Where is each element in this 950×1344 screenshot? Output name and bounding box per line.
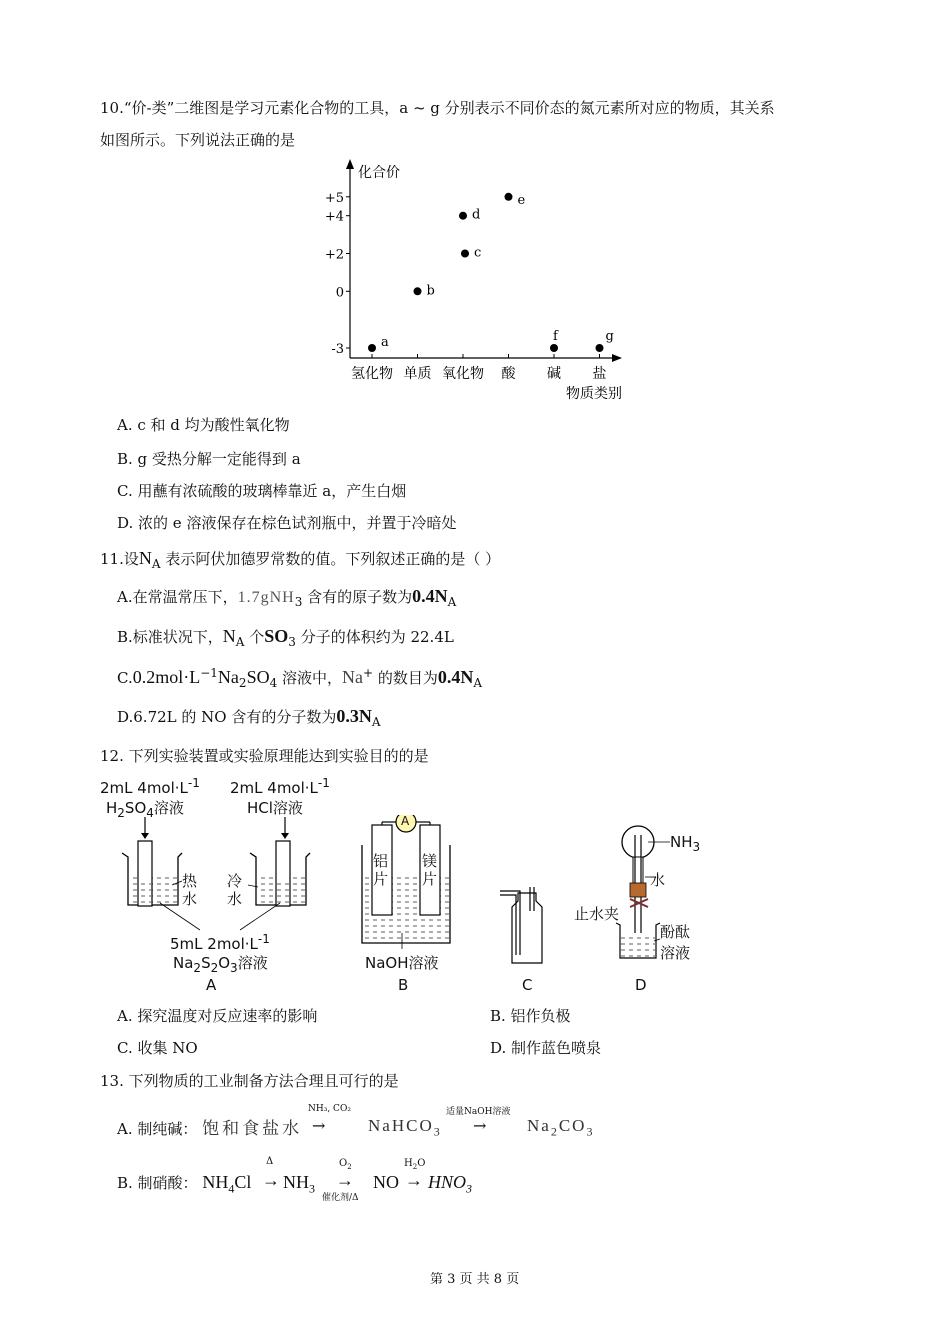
q13-b-arrow1: →: [262, 1170, 280, 1190]
q13-a-arrow2: →: [473, 1116, 487, 1135]
q13-option-a[interactable]: A. 制纯碱： 饱和食盐水: [117, 1119, 303, 1138]
point-f: [550, 344, 558, 352]
hno3: $HNO_3$: [428, 1172, 473, 1196]
point-c: [461, 250, 469, 258]
label-nh3: $NH_3$: [670, 833, 701, 854]
point-label-f: f: [553, 329, 558, 344]
q13-a-condition2: 适量NaOH溶液: [446, 1107, 511, 1117]
q10-stem-line2: 如图所示。下列说法正确的是: [100, 131, 296, 149]
apparatus-label-d: D: [635, 976, 647, 994]
q13-b-condition3-top: $H_2O$: [404, 1158, 426, 1171]
point-label-e: e: [517, 192, 526, 208]
point-label-a: a: [381, 335, 389, 350]
label-mg-electrode: 镁片: [422, 852, 438, 888]
point-label-d: d: [472, 207, 481, 223]
apparatus-a-acid2-name: HCl溶液: [247, 799, 303, 817]
label-water: 水: [650, 871, 666, 889]
q13-b-condition1: Δ: [266, 1156, 274, 1167]
point-label-g: g: [605, 329, 614, 344]
beaker-cold: [248, 817, 310, 906]
x-tick-label: 酸: [501, 366, 516, 382]
apparatus-a-thio-name: $Na_2S_2O_3$溶液: [173, 954, 268, 975]
saturated-brine: 饱和食盐水: [202, 1119, 303, 1138]
x-tick-label: 氢化物: [351, 366, 393, 382]
x-tick-label: 氧化物: [442, 366, 484, 382]
nh4cl: $NH_4Cl$: [202, 1172, 252, 1196]
apparatus-a-acid2-conc: 2mL $4mol\cdot L^{-1}$: [230, 776, 330, 797]
q13-a-arrow1: →: [312, 1116, 326, 1135]
nahco3: NaHCO$_3$: [368, 1116, 442, 1139]
x-axis-arrow: [612, 354, 622, 362]
point-a: [368, 344, 376, 352]
point-g: [596, 344, 604, 352]
q13-b-arrow3: →: [405, 1170, 423, 1190]
y-axis-arrow: [346, 159, 354, 169]
apparatus-a-acid1-name: $H_2SO_4$溶液: [106, 799, 184, 820]
na2co3: $Na_2CO_3$: [527, 1116, 595, 1139]
no: NO: [373, 1172, 399, 1192]
q11-option-d[interactable]: D.6.72L 的 NO 含有的分子数为$0.3N_A$: [117, 706, 381, 729]
q10-option-b[interactable]: B. g 受热分解一定能得到 a: [117, 450, 301, 468]
y-tick-label: +4: [324, 209, 344, 225]
q13-b-condition2-top: $O_2$: [339, 1158, 352, 1171]
apparatus-label-b: B: [398, 976, 409, 994]
q12-option-c[interactable]: C. 收集 NO: [117, 1039, 198, 1057]
q13-option-b[interactable]: B. 制硝酸： $NH_4Cl$: [117, 1172, 252, 1196]
q11-option-b[interactable]: B.标准状况下，$N_A$ 个$SO_3$ 分子的体积约为 22.4L: [117, 626, 454, 649]
gas-collection-bottle: [500, 887, 542, 963]
ammeter-label: A: [401, 814, 410, 828]
apparatus-label-c: C: [522, 976, 533, 994]
label-hot-water: 热水: [182, 872, 198, 908]
q12-stem: 12. 下列实验装置或实验原理能达到实验目的的是: [100, 747, 429, 765]
x-tick-label: 单质: [403, 366, 432, 382]
q11-option-a[interactable]: A.在常温常压下，1.7gNH$_3$ 含有的原子数为$0.4N_A$: [117, 586, 457, 609]
q13-b-arrow2: →: [336, 1170, 354, 1190]
q12-option-b[interactable]: B. 铝作负极: [490, 1007, 571, 1025]
q13-b-condition2-bottom: 催化剂/Δ: [322, 1193, 359, 1203]
q13-a-condition1: NH₃, CO₂: [308, 1104, 351, 1114]
label-phenolphthalein: 酚酞: [660, 923, 691, 941]
y-axis-label: 化合价: [358, 165, 400, 181]
point-label-b: b: [426, 283, 435, 299]
label-phenolphthalein-solution: 溶液: [660, 944, 691, 962]
point-label-c: c: [474, 245, 482, 261]
q12-option-a[interactable]: A. 探究温度对反应速率的影响: [117, 1007, 318, 1025]
q10-option-d[interactable]: D. 浓的 e 溶液保存在棕色试剂瓶中，并置于冷暗处: [117, 514, 457, 532]
page-footer: 第 3 页 共 8 页: [430, 1272, 520, 1287]
q11-stem: 11.设$N_A$ 表示阿伏加德罗常数的值。下列叙述正确的是（ ）: [100, 548, 501, 571]
label-naoh-solution: NaOH溶液: [365, 954, 439, 972]
label-cold-water: 冷水: [227, 872, 243, 908]
point-e: [505, 193, 513, 201]
nh3: $NH_3$: [283, 1172, 315, 1196]
y-tick-label: 0: [335, 285, 344, 301]
apparatus-label-a: A: [206, 976, 217, 994]
beaker-hot: [122, 817, 182, 906]
y-tick-label: +2: [324, 247, 344, 263]
x-axis-label: 物质类别: [566, 386, 622, 402]
point-b: [414, 287, 422, 295]
y-tick-label: -3: [331, 342, 344, 357]
label-al-electrode: 铝片: [373, 852, 389, 888]
apparatus-a-thio-conc: 5mL $2mol\cdot L^{-1}$: [170, 932, 270, 953]
x-tick-label: 盐: [592, 366, 607, 382]
y-tick-label: +5: [324, 190, 344, 206]
q12-option-d[interactable]: D. 制作蓝色喷泉: [490, 1039, 602, 1057]
apparatus-a-acid1-conc: 2mL $4mol\cdot L^{-1}$: [100, 776, 200, 797]
q10-option-a[interactable]: A. c 和 d 均为酸性氧化物: [117, 416, 290, 434]
valence-class-chart: [320, 155, 640, 405]
q10-option-c[interactable]: C. 用蘸有浓硫酸的玻璃棒靠近 a，产生白烟: [117, 482, 407, 500]
q10-stem-line1: 10.“价-类”二维图是学习元素化合物的工具，a ~ g 分别表示不同价态的氮元素所对应的物质，其关系: [100, 99, 775, 117]
q11-option-c[interactable]: $C.0.2mol\cdot L^{-1}Na_2SO_4$ 溶液中，Na+ 的数目为$0.4N_A$: [117, 666, 483, 690]
q13-stem: 13. 下列物质的工业制备方法合理且可行的是: [100, 1072, 399, 1090]
x-tick-label: 碱: [547, 366, 561, 382]
label-clamp: 止水夹: [574, 905, 620, 923]
point-d: [459, 212, 467, 220]
